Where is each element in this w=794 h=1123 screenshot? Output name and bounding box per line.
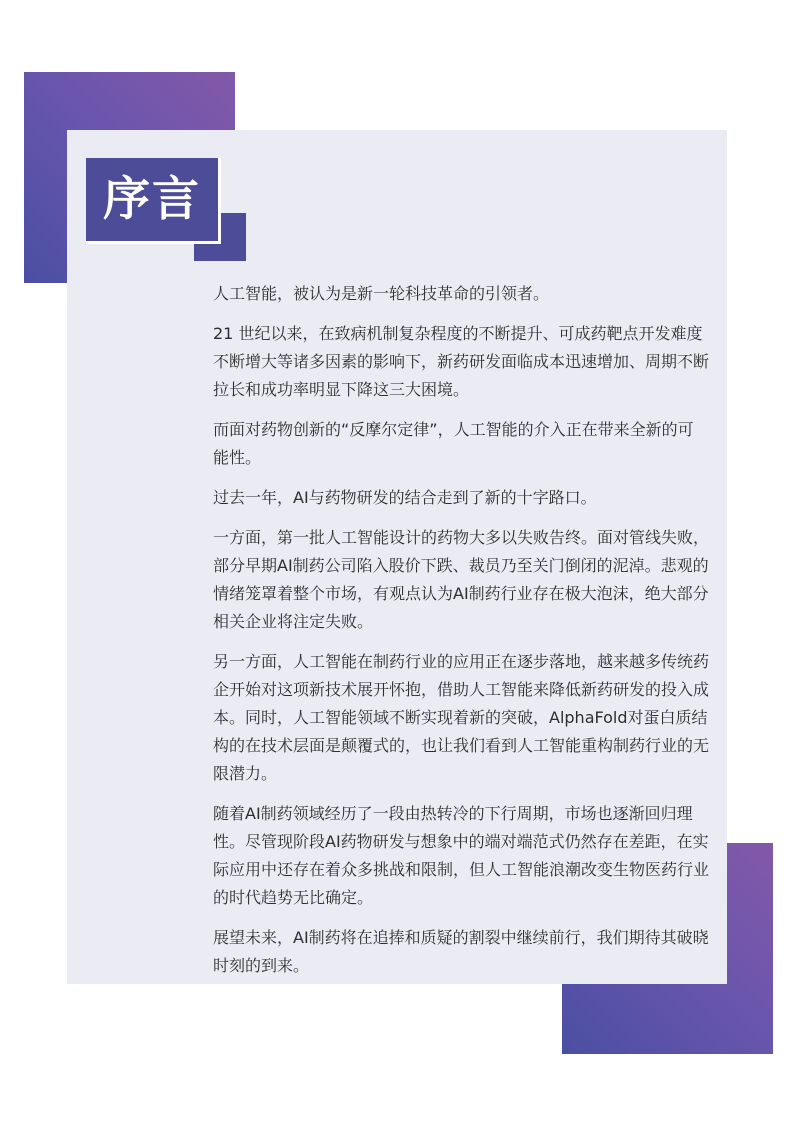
page-title: 序言 (103, 172, 201, 227)
preface-body (213, 280, 709, 992)
paragraph: 展望未来，AI制药将在追捧和质疑的割裂中继续前行，我们期待其破晓时刻的到来。 (213, 928, 709, 975)
paragraph: 人工智能，被认为是新一轮科技革命的引领者。 (213, 284, 550, 303)
paragraph: 另一方面，人工智能在制药行业的应用正在逐步落地，越来越多传统药企开始对这项新技术展开怀抱，借助人工智能来降低新药研发的投入成本。同时，人工智能领域不断实现着新的突破，AlphaFold对蛋白质结构的在技术层面是颠覆式的，也让我们看到人工智能重构制药行业的无限潜力。 (213, 652, 710, 783)
paragraph: 过去一年，AI与药物研发的结合走到了新的十字路口。 (213, 488, 597, 507)
paragraph: 随着AI制药领域经历了一段由热转冷的下行周期，市场也逐渐回归理性。尽管现阶段AI药物研发与想象中的端对端范式仍然存在差距，在实际应用中还存在着众多挑战和限制，但人工智能浪潮改变生物医药行业的时代趋势无比确定。 (213, 804, 710, 907)
title-block (86, 158, 221, 244)
paragraph: 一方面，第一批人工智能设计的药物大多以失败告终。面对管线失败，部分早期AI制药公司陷入股价下跌、裁员乃至关门倒闭的泥淖。悲观的情绪笼罩着整个市场，有观点认为AI制药行业存在极大泡沫，绝大部分相关企业将注定失败。 (213, 528, 710, 631)
paragraph: 而面对药物创新的“反摩尔定律”，人工智能的介入正在带来全新的可能性。 (213, 420, 694, 467)
paragraph: 21 世纪以来，在致病机制复杂程度的不断提升、可成药靶点开发难度不断增大等诸多因素的影响下，新药研发面临成本迅速增加、周期不断拉长和成功率明显下降这三大困境。 (213, 324, 710, 399)
